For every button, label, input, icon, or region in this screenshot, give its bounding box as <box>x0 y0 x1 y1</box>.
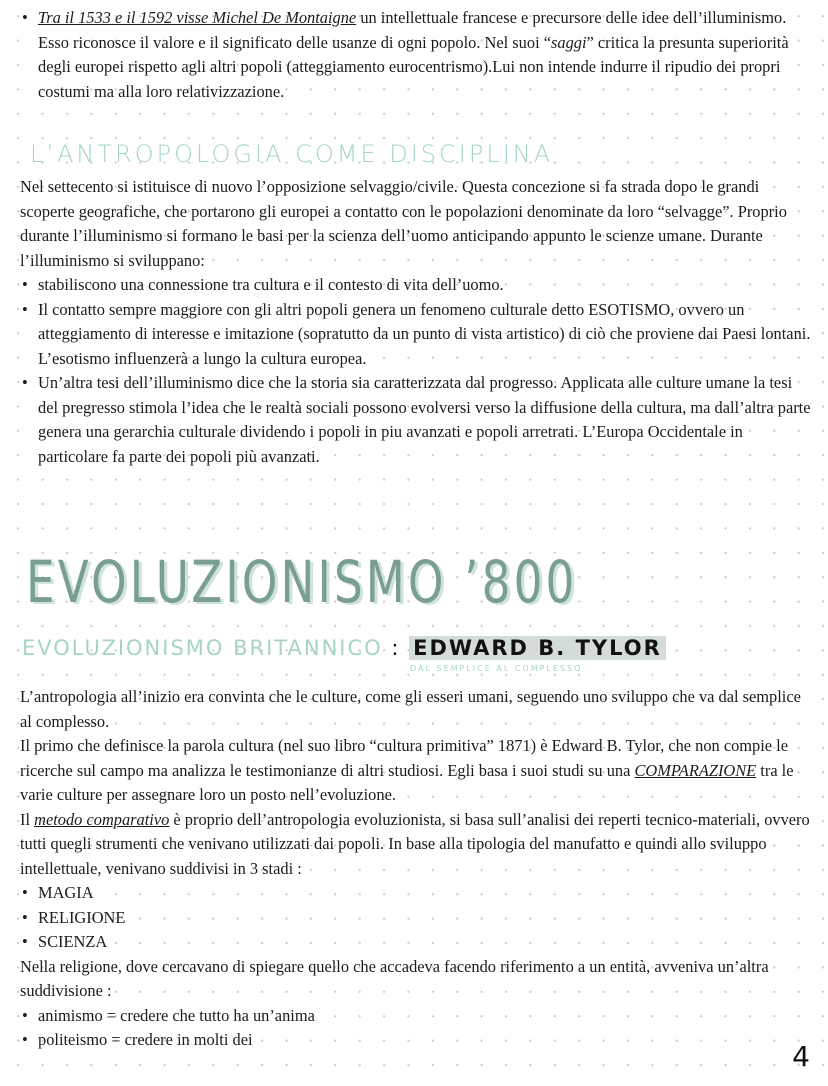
list-item: • SCIENZA <box>20 930 814 955</box>
list-item: • stabiliscono una connessione tra cultura e il contesto di vita dell’uomo. <box>20 273 814 298</box>
intro-paragraph: Nel settecento si istituisce di nuovo l’opposizione selvaggio/civile. Questa concezione si fa strada dopo le grandi scoperte geografiche, che portarono gli europei a contatto con le popolazioni denominate da loro “selvagge”. Proprio durante l’illuminismo si formano le basi per la scienza dell’uomo anticipando appunto le scienze umane. Durante l’illuminismo si sviluppano: <box>20 177 787 270</box>
antropologia-section <box>20 175 814 469</box>
text: è proprio dell’antropologia evoluzionista, si basa sull’analisi dei reperti tecnico-materiali, ovvero tutti quegli strumenti che venivano utilizzati dai popoli. In base alla tipologia del manufatto e quindi allo sviluppo intellettuale, venivano suddivisi in 3 stadi : <box>20 809 810 878</box>
colon: : <box>382 636 410 660</box>
list-item: • Un’altra tesi dell’illuminismo dice che la storia sia caratterizzata dal progresso. Applicata alle culture umane la tesi del pregresso stimola l’idea che le realtà sociali possono evolversi verso la diffusione della cultura, ma dall’altra parte genera una gerarchia culturale dividendo i popoli in piu avanzati e popoli arretrati. L’Europa Occidentale in particolare fa parte dei popoli più avanzati. <box>20 371 814 469</box>
paragraph <box>20 808 814 882</box>
text: Il <box>20 809 35 829</box>
list-item: • politeismo = credere in molti dei <box>20 1028 814 1053</box>
paragraph: L’antropologia all’inizio era convinta che le culture, come gli esseri umani, seguendo uno sviluppo che va dal semplice al complesso. <box>20 687 801 731</box>
tylor-section <box>20 685 814 1053</box>
subheading-label: EVOLUZIONISMO BRITANNICO <box>22 636 383 660</box>
tylor-subtitle: DAL SEMPLICE AL COMPLESSO <box>410 664 583 673</box>
heading-evoluzionismo: EVOLUZIONISMO ’800 <box>26 548 578 616</box>
metodo-term: metodo comparativo <box>34 809 170 829</box>
heading-antropologia: L’ANTROPOLOGIA COME DISCIPLINA <box>30 140 554 168</box>
list-item: • animismo = credere che tutto ha un’anima <box>20 1004 814 1029</box>
comparazione-term: COMPARAZIONE <box>634 760 757 780</box>
heading-tylor <box>22 636 666 660</box>
text: un intellettuale francese e precursore delle idee dell’illuminismo. Esso riconosce il valore e il significato delle usanze di ogni popolo. Nel suoi “ <box>38 8 787 52</box>
list-item <box>20 6 814 104</box>
text: ” critica la presunta superiorità degli europei rispetto agli altri popoli (atteggiamento eurocentrismo).Lui non intende indurre il ripudio dei propri costumi ma alla loro relativizzazione. <box>38 32 789 101</box>
list-item: • RELIGIONE <box>20 906 814 931</box>
montaigne-section <box>20 6 814 104</box>
list-item: • Il contatto sempre maggiore con gli altri popoli genera un fenomeno culturale detto ESOTISMO, ovvero un atteggiamento di interesse e imitazione (sopratutto da un punto di vista artistico) di ciò che proviene dai Paesi lontani. L’esotismo influenzerà a lungo la cultura europea. <box>20 298 814 372</box>
montaigne-lead: Tra il 1533 e il 1592 visse Michel De Montaigne <box>38 8 357 27</box>
saggi-term: saggi <box>551 32 587 52</box>
paragraph <box>20 734 814 808</box>
tylor-name: EDWARD B. TYLOR <box>409 636 666 660</box>
text: Il primo che definisce la parola cultura (nel suo libro “cultura primitiva” 1871) è Edward B. Tylor, che non compie le ricerche sul campo ma analizza le testimonianze di altri studiosi. Egli basa i suoi studi su una <box>20 736 788 780</box>
list-item: • MAGIA <box>20 881 814 906</box>
paragraph: Nella religione, dove cercavano di spiegare quello che accadeva facendo riferimento a un entità, avveniva un’altra suddivisione : <box>20 956 769 1000</box>
page-number: 4 <box>792 1040 810 1073</box>
text: tra le varie culture per assegnare loro un posto nell’evoluzione. <box>20 760 794 804</box>
